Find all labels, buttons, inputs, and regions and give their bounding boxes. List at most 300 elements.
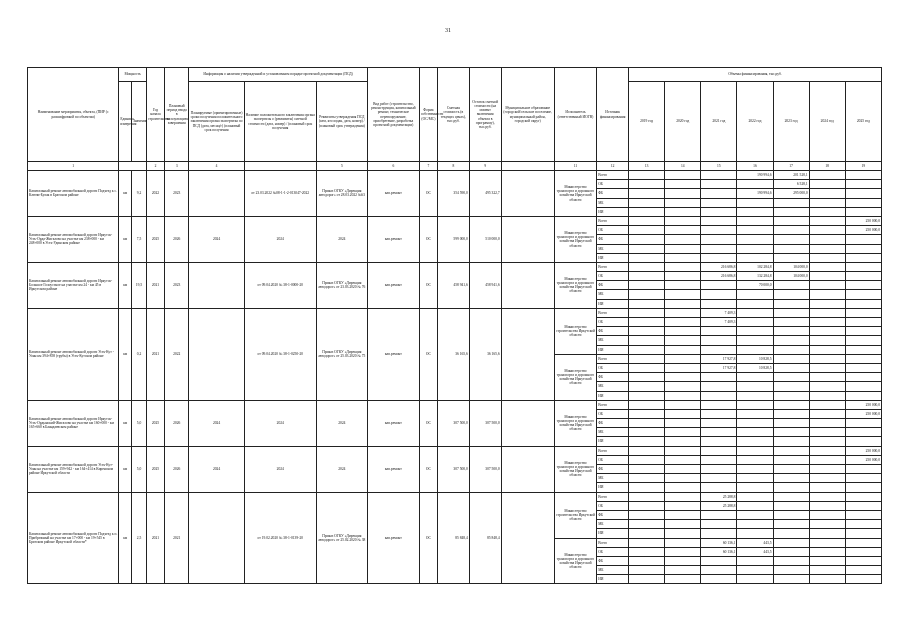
fin-value-cell: 60 136,1 — [701, 538, 737, 547]
fin-source-cell: Всего — [597, 216, 629, 225]
fin-value-cell — [809, 171, 845, 180]
fin-value-cell — [809, 290, 845, 299]
fin-value-cell — [809, 308, 845, 317]
fin-value-cell — [845, 428, 881, 437]
executor-cell: Министерство транспорта и дорожного хозяйства Иркутской области — [554, 446, 596, 492]
fin-value-cell — [773, 437, 809, 446]
executor-cell: Министерство транспорта и дорожного хозяйства Иркутской области — [554, 216, 596, 262]
fin-value-cell — [629, 226, 665, 235]
table-row — [28, 171, 882, 180]
fin-value-cell: 7 409,3 — [701, 308, 737, 317]
fin-value-cell — [845, 474, 881, 483]
fin-value-cell — [665, 198, 701, 207]
fin-source-cell: ОБ — [597, 409, 629, 418]
object-start-year: 2025 — [146, 216, 164, 262]
fin-source-cell: ИИ — [597, 253, 629, 262]
fin-value-cell — [809, 373, 845, 382]
fin-value-cell — [665, 180, 701, 189]
object-unit: км — [119, 446, 132, 492]
fin-value-cell — [629, 180, 665, 189]
fin-value-cell — [629, 281, 665, 290]
fin-value-cell: 17 927,8 — [701, 354, 737, 363]
object-pd-approval: 2024 — [316, 446, 367, 492]
fin-source-cell: ИИ — [597, 437, 629, 446]
object-municipality — [501, 400, 554, 446]
fin-value-cell — [809, 556, 845, 565]
fin-value-cell — [773, 299, 809, 308]
table-row — [28, 446, 882, 455]
fin-value-cell — [773, 308, 809, 317]
fin-value-cell — [809, 235, 845, 244]
fin-value-cell — [629, 235, 665, 244]
object-unit: км — [119, 400, 132, 446]
fin-value-cell — [737, 492, 773, 501]
fin-value-cell: 17 927,8 — [701, 363, 737, 372]
fin-value-cell — [809, 520, 845, 529]
fin-value-cell: 10 828,5 — [737, 363, 773, 372]
object-remaining-cost: 307 500,0 — [469, 400, 501, 446]
fin-source-cell: МБ — [597, 428, 629, 437]
object-pd-deadline — [189, 171, 244, 217]
header-year: 2019 год — [629, 82, 665, 162]
fin-value-cell — [773, 547, 809, 556]
fin-value-cell — [737, 226, 773, 235]
object-ownership: ОС — [419, 308, 437, 400]
column-index-cell: 18 — [809, 162, 845, 171]
object-pd-deadline — [189, 308, 244, 400]
fin-value-cell — [773, 566, 809, 575]
object-pd-approval: Приказ ОГКУ «Дирекция автодорог» от 28.03.2022 №63 — [316, 171, 367, 217]
fin-source-cell: ФБ — [597, 556, 629, 565]
fin-source-cell: ОБ — [597, 501, 629, 510]
fin-value-cell — [737, 308, 773, 317]
table-row — [28, 308, 882, 317]
fin-value-cell — [809, 226, 845, 235]
fin-value-cell — [737, 428, 773, 437]
object-value: 0,2 — [132, 308, 147, 400]
fin-value-cell — [629, 520, 665, 529]
fin-value-cell — [629, 272, 665, 281]
object-pd-approval: Приказ ОГКУ «Дирекция автодорог» от 23.03.2020 № 76 — [316, 262, 367, 308]
fin-value-cell — [809, 529, 845, 538]
fin-value-cell — [701, 465, 737, 474]
fin-value-cell — [809, 262, 845, 271]
fin-value-cell — [629, 400, 665, 409]
object-unit: км — [119, 216, 132, 262]
fin-value-cell — [773, 446, 809, 455]
fin-value-cell — [845, 272, 881, 281]
fin-value-cell — [845, 492, 881, 501]
fin-value-cell: 7 409,3 — [701, 318, 737, 327]
fin-value-cell — [737, 244, 773, 253]
object-unit: км — [119, 262, 132, 308]
fin-value-cell — [665, 483, 701, 492]
object-pd-deadline — [189, 492, 244, 584]
object-pd-approval: Приказ ОГКУ «Дирекция автодорог» от 25.02.2020 № 38 — [316, 492, 367, 584]
fin-value-cell — [773, 363, 809, 372]
fin-value-cell — [809, 336, 845, 345]
fin-value-cell: 250 000,0 — [845, 455, 881, 464]
fin-value-cell — [629, 189, 665, 198]
fin-value-cell — [629, 318, 665, 327]
column-index-cell: 9 — [469, 162, 501, 171]
fin-value-cell — [665, 354, 701, 363]
fin-value-cell — [665, 474, 701, 483]
fin-value-cell — [809, 428, 845, 437]
fin-value-cell — [809, 363, 845, 372]
fin-value-cell — [737, 198, 773, 207]
fin-value-cell — [773, 391, 809, 400]
fin-value-cell — [701, 419, 737, 428]
fin-value-cell — [737, 529, 773, 538]
fin-value-cell — [665, 510, 701, 519]
object-remaining-cost: 85 848,4 — [469, 492, 501, 584]
fin-source-cell: Всего — [597, 354, 629, 363]
fin-source-cell: Всего — [597, 492, 629, 501]
fin-value-cell — [665, 336, 701, 345]
fin-source-cell: Всего — [597, 446, 629, 455]
object-value: 5,0 — [132, 446, 147, 492]
fin-value-cell — [845, 290, 881, 299]
fin-value-cell — [809, 198, 845, 207]
fin-source-cell: ИИ — [597, 575, 629, 584]
fin-value-cell — [845, 510, 881, 519]
fin-source-cell: ИИ — [597, 391, 629, 400]
fin-value-cell — [737, 501, 773, 510]
fin-value-cell — [737, 299, 773, 308]
header-pd-info: Информация о наличии утвержденной и установленном порядке проектной документации (ПСД) — [189, 68, 367, 82]
fin-value-cell — [773, 529, 809, 538]
fin-value-cell — [629, 455, 665, 464]
fin-value-cell — [629, 198, 665, 207]
column-index-cell: 4 — [189, 162, 244, 171]
fin-value-cell — [701, 382, 737, 391]
fin-value-cell — [845, 253, 881, 262]
fin-value-cell — [773, 409, 809, 418]
fin-value-cell — [809, 510, 845, 519]
column-index-cell — [501, 162, 554, 171]
fin-source-cell: МБ — [597, 244, 629, 253]
fin-value-cell — [773, 575, 809, 584]
fin-source-cell: МБ — [597, 336, 629, 345]
object-start-year: 2022 — [146, 171, 164, 217]
fin-value-cell — [809, 345, 845, 354]
column-index-cell: 7 — [419, 162, 437, 171]
header-executor: Исполнитель (ответственный ИОГВ) — [554, 68, 596, 162]
fin-value-cell — [629, 253, 665, 262]
fin-source-cell: ФБ — [597, 465, 629, 474]
fin-source-cell: ОБ — [597, 363, 629, 372]
fin-value-cell — [737, 207, 773, 216]
fin-value-cell: 60 136,1 — [701, 547, 737, 556]
fin-value-cell — [737, 318, 773, 327]
object-end-year: 2023 — [165, 171, 189, 217]
fin-value-cell — [737, 566, 773, 575]
fin-value-cell: 250 000,0 — [845, 226, 881, 235]
object-municipality — [501, 492, 554, 584]
object-pd-conclusion: от 19.02.2020 № 38-1-0139-20 — [244, 492, 316, 584]
fin-value-cell — [701, 510, 737, 519]
object-municipality — [501, 171, 554, 217]
executor-cell: Министерство транспорта и дорожного хозяйства Иркутской области — [554, 354, 596, 400]
executor-cell: Министерство транспорта и дорожного хозяйства Иркутской области — [554, 400, 596, 446]
fin-value-cell — [737, 391, 773, 400]
object-ownership: ОС — [419, 262, 437, 308]
fin-value-cell: 25 288,8 — [701, 501, 737, 510]
fin-source-cell: ОБ — [597, 318, 629, 327]
fin-value-cell: 201 528,1 — [773, 171, 809, 180]
fin-value-cell — [845, 483, 881, 492]
fin-value-cell — [809, 538, 845, 547]
object-value: 2,5 — [132, 492, 147, 584]
column-index-cell: 2 — [146, 162, 164, 171]
page-number: 31 — [445, 28, 451, 34]
fin-value-cell — [737, 409, 773, 418]
fin-value-cell — [737, 419, 773, 428]
fin-value-cell — [701, 474, 737, 483]
fin-value-cell — [845, 235, 881, 244]
fin-value-cell — [773, 501, 809, 510]
fin-value-cell — [665, 235, 701, 244]
fin-source-cell: МБ — [597, 566, 629, 575]
fin-value-cell — [665, 529, 701, 538]
fin-value-cell — [809, 409, 845, 418]
fin-value-cell — [665, 207, 701, 216]
fin-value-cell — [701, 455, 737, 464]
fin-value-cell — [809, 575, 845, 584]
header-ownership: Форма собственности (ОС/МС) — [419, 68, 437, 162]
object-start-year: 2025 — [146, 400, 164, 446]
fin-value-cell — [845, 575, 881, 584]
fin-value-cell — [773, 474, 809, 483]
column-index-cell: 8 — [437, 162, 469, 171]
table-row — [28, 262, 882, 271]
object-estimated-cost: 36 165,6 — [437, 308, 469, 400]
fin-value-cell — [701, 189, 737, 198]
fin-value-cell — [809, 189, 845, 198]
fin-value-cell — [737, 327, 773, 336]
object-end-year: 2022 — [165, 308, 189, 400]
fin-value-cell — [665, 428, 701, 437]
fin-value-cell — [665, 272, 701, 281]
fin-value-cell — [809, 354, 845, 363]
object-pd-deadline: 2024 — [189, 446, 244, 492]
fin-source-cell: МБ — [597, 290, 629, 299]
header-fin-volume: Объемы финансирования, тыс.руб. — [629, 68, 882, 82]
fin-value-cell — [629, 299, 665, 308]
fin-value-cell — [809, 446, 845, 455]
fin-value-cell — [701, 520, 737, 529]
fin-value-cell — [737, 345, 773, 354]
object-end-year: 2026 — [165, 400, 189, 446]
fin-value-cell — [737, 382, 773, 391]
financing-table — [27, 67, 882, 584]
fin-value-cell — [665, 253, 701, 262]
fin-value-cell — [773, 244, 809, 253]
executor-cell: Министерство строительства Иркутской области — [554, 308, 596, 354]
fin-value-cell — [665, 216, 701, 225]
column-index-cell: 11 — [554, 162, 596, 171]
column-index-cell — [119, 162, 147, 171]
column-index-cell: 15 — [701, 162, 737, 171]
object-end-year: 2023 — [165, 262, 189, 308]
object-pd-conclusion: от 23.03.2022 №08-1-1-2-013047-2022 — [244, 171, 316, 217]
fin-value-cell — [665, 327, 701, 336]
fin-value-cell — [809, 207, 845, 216]
fin-value-cell — [809, 501, 845, 510]
header-pd-approval: Реквизиты утверждения ПСД (кем, кто издан, дата, номер) / (плановый срок утверждения) — [316, 82, 367, 162]
fin-value-cell — [809, 318, 845, 327]
fin-source-cell: Всего — [597, 400, 629, 409]
fin-value-cell — [629, 510, 665, 519]
fin-value-cell: 295 000,0 — [773, 189, 809, 198]
fin-value-cell — [773, 253, 809, 262]
fin-value-cell — [737, 510, 773, 519]
fin-value-cell — [809, 281, 845, 290]
fin-source-cell: ИИ — [597, 345, 629, 354]
fin-value-cell — [737, 465, 773, 474]
fin-source-cell: МБ — [597, 198, 629, 207]
fin-value-cell — [701, 216, 737, 225]
fin-value-cell — [629, 391, 665, 400]
fin-value-cell: 443,5 — [737, 538, 773, 547]
fin-value-cell — [809, 382, 845, 391]
object-start-year: 2025 — [146, 446, 164, 492]
object-work-type: кап.ремонт — [367, 400, 419, 446]
fin-source-cell: ОБ — [597, 180, 629, 189]
object-work-type: кап.ремонт — [367, 308, 419, 400]
object-ownership: ОС — [419, 216, 437, 262]
fin-value-cell — [629, 409, 665, 418]
fin-value-cell — [737, 180, 773, 189]
fin-value-cell — [629, 308, 665, 317]
fin-source-cell: ИИ — [597, 483, 629, 492]
fin-value-cell — [773, 336, 809, 345]
fin-value-cell — [773, 354, 809, 363]
fin-value-cell — [665, 419, 701, 428]
column-index-cell: 17 — [773, 162, 809, 171]
header-plan-period: Плановый период ввода в эксплуатацию/ завершения — [165, 68, 189, 162]
fin-value-cell: 216 686,8 — [701, 272, 737, 281]
fin-value-cell — [773, 327, 809, 336]
fin-value-cell — [845, 566, 881, 575]
column-index-cell: 16 — [737, 162, 773, 171]
column-index-cell: 19 — [845, 162, 881, 171]
fin-value-cell — [665, 520, 701, 529]
object-pd-deadline: 2024 — [189, 216, 244, 262]
fin-value-cell — [845, 207, 881, 216]
fin-value-cell — [809, 299, 845, 308]
fin-value-cell — [629, 419, 665, 428]
fin-source-cell: ФБ — [597, 235, 629, 244]
fin-value-cell — [845, 189, 881, 198]
fin-value-cell — [737, 336, 773, 345]
fin-value-cell — [701, 299, 737, 308]
fin-value-cell — [629, 244, 665, 253]
fin-value-cell — [809, 419, 845, 428]
fin-value-cell — [701, 428, 737, 437]
fin-value-cell — [737, 474, 773, 483]
fin-value-cell — [665, 538, 701, 547]
fin-value-cell — [737, 216, 773, 225]
fin-value-cell — [773, 318, 809, 327]
fin-value-cell — [629, 262, 665, 271]
column-index-cell — [244, 162, 316, 171]
fin-value-cell: 250 000,0 — [845, 400, 881, 409]
object-value: 19,5 — [132, 262, 147, 308]
fin-value-cell — [665, 455, 701, 464]
table-row — [28, 216, 882, 225]
object-remaining-cost: 458 941,6 — [469, 262, 501, 308]
fin-value-cell — [629, 382, 665, 391]
fin-value-cell — [773, 345, 809, 354]
fin-value-cell — [809, 437, 845, 446]
fin-value-cell — [809, 492, 845, 501]
fin-value-cell — [701, 171, 737, 180]
object-pd-approval: 2024 — [316, 216, 367, 262]
fin-value-cell — [845, 529, 881, 538]
table-body — [28, 171, 882, 584]
header-fin-source: Источник финансирования — [597, 68, 629, 162]
column-index-cell: 3 — [165, 162, 189, 171]
header-year: 2020 год — [665, 82, 701, 162]
fin-source-cell: Всего — [597, 262, 629, 271]
fin-value-cell — [773, 373, 809, 382]
fin-value-cell — [809, 474, 845, 483]
fin-value-cell — [845, 538, 881, 547]
fin-value-cell — [665, 244, 701, 253]
executor-cell: Министерство транспорта и дорожного хозяйства Иркутской области — [554, 171, 596, 217]
column-index-cell: 1 — [28, 162, 119, 171]
fin-value-cell — [665, 189, 701, 198]
fin-value-cell — [701, 281, 737, 290]
fin-value-cell — [701, 207, 737, 216]
fin-value-cell — [665, 345, 701, 354]
fin-value-cell — [845, 501, 881, 510]
fin-source-cell: ОБ — [597, 226, 629, 235]
fin-value-cell — [629, 492, 665, 501]
fin-value-cell — [773, 520, 809, 529]
executor-cell: Министерство транспорта и дорожного хозяйства Иркутской области — [554, 262, 596, 308]
fin-value-cell — [629, 437, 665, 446]
object-end-year: 2026 — [165, 216, 189, 262]
object-estimated-cost: 458 941,6 — [437, 262, 469, 308]
fin-value-cell — [845, 354, 881, 363]
fin-value-cell — [845, 171, 881, 180]
fin-value-cell — [809, 566, 845, 575]
fin-value-cell — [665, 409, 701, 418]
executor-cell: Министерство строительства Иркутской области — [554, 492, 596, 538]
object-estimated-cost: 354 590,0 — [437, 171, 469, 217]
fin-value-cell — [665, 382, 701, 391]
fin-value-cell — [845, 336, 881, 345]
object-remaining-cost: 510 000,0 — [469, 216, 501, 262]
fin-value-cell: 216 686,8 — [701, 262, 737, 271]
fin-value-cell — [809, 465, 845, 474]
fin-value-cell — [773, 382, 809, 391]
object-start-year: 2021 — [146, 492, 164, 584]
fin-value-cell — [809, 244, 845, 253]
fin-value-cell — [665, 318, 701, 327]
fin-value-cell — [845, 262, 881, 271]
fin-value-cell — [629, 465, 665, 474]
fin-source-cell: ОБ — [597, 547, 629, 556]
fin-source-cell: ОБ — [597, 272, 629, 281]
object-remaining-cost: 495 322,7 — [469, 171, 501, 217]
header-value: Значение — [132, 82, 147, 162]
object-estimated-cost: 85 848,4 — [437, 492, 469, 584]
header-remaining-cost: Остаток сметной стоимости (на момент включения объекта в программу), тыс.руб. — [469, 68, 501, 162]
